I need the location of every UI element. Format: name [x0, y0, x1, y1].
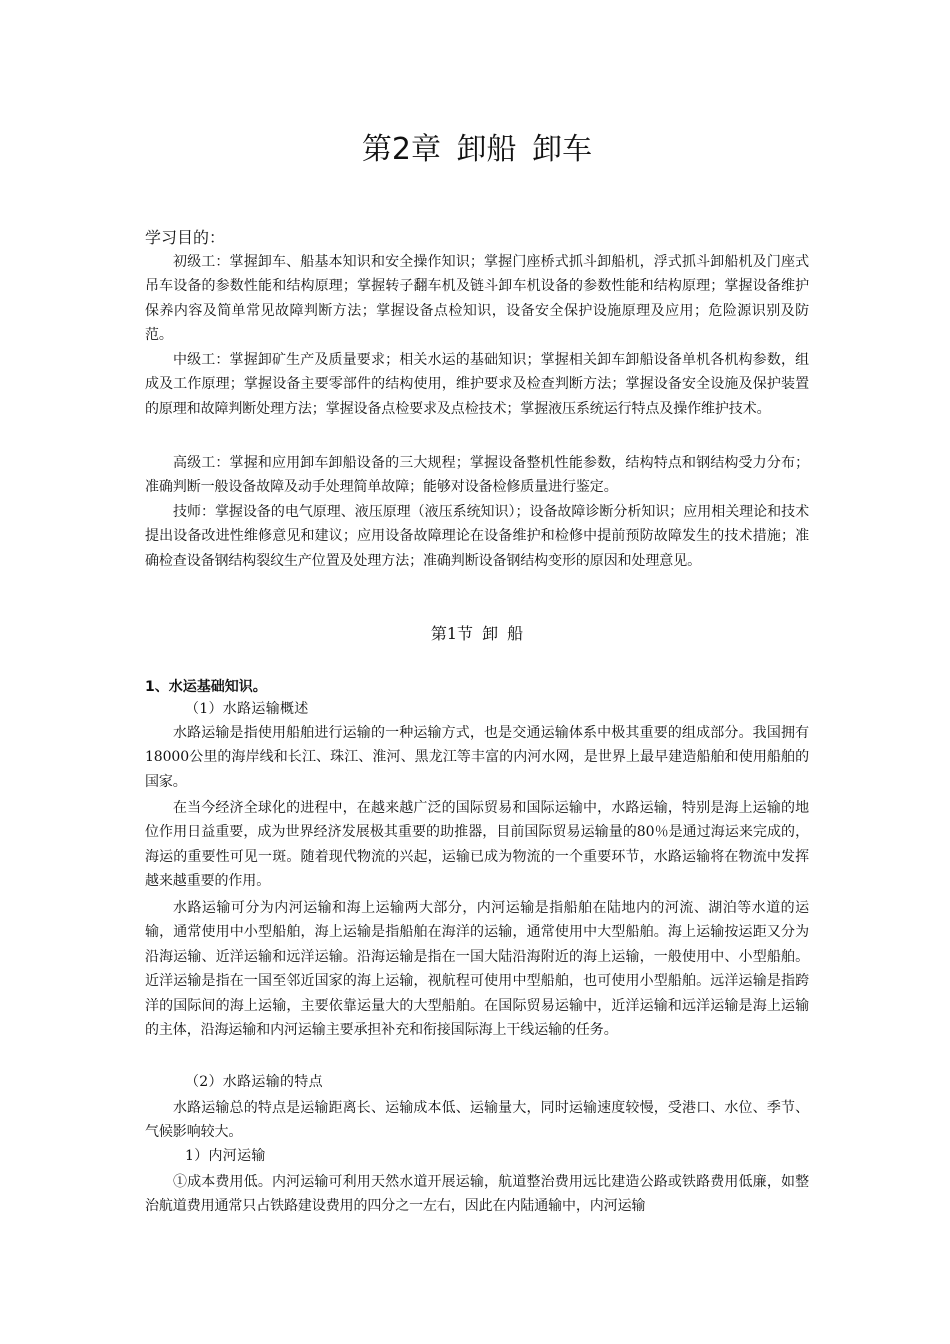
section-title: 第1节 卸 船	[430, 624, 524, 643]
chapter-title: 第2章 卸船 卸车	[361, 132, 593, 167]
objective-junior: 初级工：掌握卸车、船基本知识和安全操作知识；掌握门座桥式抓斗卸船机，浮式抓斗卸船机及门座式吊车设备的参数性能和结构原理；掌握转子翻车机及链斗卸车机设备的参数性能和结构原理；掌握设备维护保养内容及简单常见故障判断方法；掌握设备点检知识，设备安全保护设施原理及应用；危险源识别及防范。	[145, 254, 809, 344]
paragraph-1: 水路运输是指使用船舶进行运输的一种运输方式，也是交通运输体系中极其重要的组成部分。我国拥有18000公里的海岸线和长江、珠江、淮河、黑龙江等丰富的内河水网，是世界上最早建造船舶和使用船舶的国家。	[145, 725, 809, 790]
sub3-heading: 1）内河运输	[185, 1148, 266, 1164]
paragraph-3: 水路运输可分为内河运输和海上运输两大部分，内河运输是指船舶在陆地内的河流、湖泊等水道的运输，通常使用中小型船舶，海上运输是指船舶在海洋的运输，通常使用中大型船舶。海上运输按运距又分为沿海运输、近洋运输和远洋运输。沿海运输是指在一国大陆沿海附近的海上运输，一般使用中、小型船舶。近洋运输是指在一国至邻近国家的海上运输，视航程可使用中型船舶，也可使用小型船舶。远洋运输是指跨洋的国际间的海上运输，主要依靠运量大的大型船舶。在国际贸易运输中，近洋运输和远洋运输是海上运输的主体，沿海运输和内河运输主要承担补充和衔接国际海上干线运输的任务。	[145, 900, 809, 1039]
sub2-heading: （2）水路运输的特点	[185, 1074, 323, 1090]
objective-intermediate: 中级工：掌握卸矿生产及质量要求；相关水运的基础知识；掌握相关卸车卸船设备单机各机构参数，组成及工作原理；掌握设备主要零部件的结构使用，维护要求及检查判断方法；掌握设备安全设施及保护装置的原理和故障判断处理方法；掌握设备点检要求及点检技术；掌握液压系统运行特点及操作维护技术。	[145, 352, 809, 417]
paragraph-5: ①成本费用低。内河运输可利用天然水道开展运输，航道整治费用远比建造公路或铁路费用低廉，如整治航道费用通常只占铁路建设费用的四分之一左右，因此在内陆通输中，内河运输	[145, 1174, 809, 1215]
item1-heading: 1、水运基础知识。	[145, 679, 267, 695]
paragraph-2: 在当今经济全球化的进程中，在越来越广泛的国际贸易和国际运输中，水路运输，特别是海上运输的地位作用日益重要，成为世界经济发展极其重要的助推器，目前国际贸易运输量的80％是通过海运来完成的，海运的重要性可见一斑。随着现代物流的兴起，运输已成为物流的一个重要环节，水路运输将在物流中发挥越来越重要的作用。	[145, 800, 809, 890]
objectives-heading: 学习目的：	[145, 228, 226, 247]
objective-senior: 高级工：掌握和应用卸车卸船设备的三大规程；掌握设备整机性能参数，结构特点和钢结构受力分布；准确判断一般设备故障及动手处理简单故障；能够对设备检修质量进行鉴定。	[145, 455, 809, 496]
sub1-heading: （1）水路运输概述	[185, 701, 309, 717]
objective-technician: 技师：掌握设备的电气原理、液压原理（液压系统知识）；设备故障诊断分析知识；应用相关理论和技术提出设备改进性维修意见和建议；应用设备故障理论在设备维护和检修中提前预防故障发生的技术措施；准确检查设备钢结构裂纹生产位置及处理方法；准确判断设备钢结构变形的原因和处理意见。	[145, 504, 809, 569]
paragraph-4: 水路运输总的特点是运输距离长、运输成本低、运输量大，同时运输速度较慢，受港口、水位、季节、气候影响较大。	[145, 1100, 809, 1141]
